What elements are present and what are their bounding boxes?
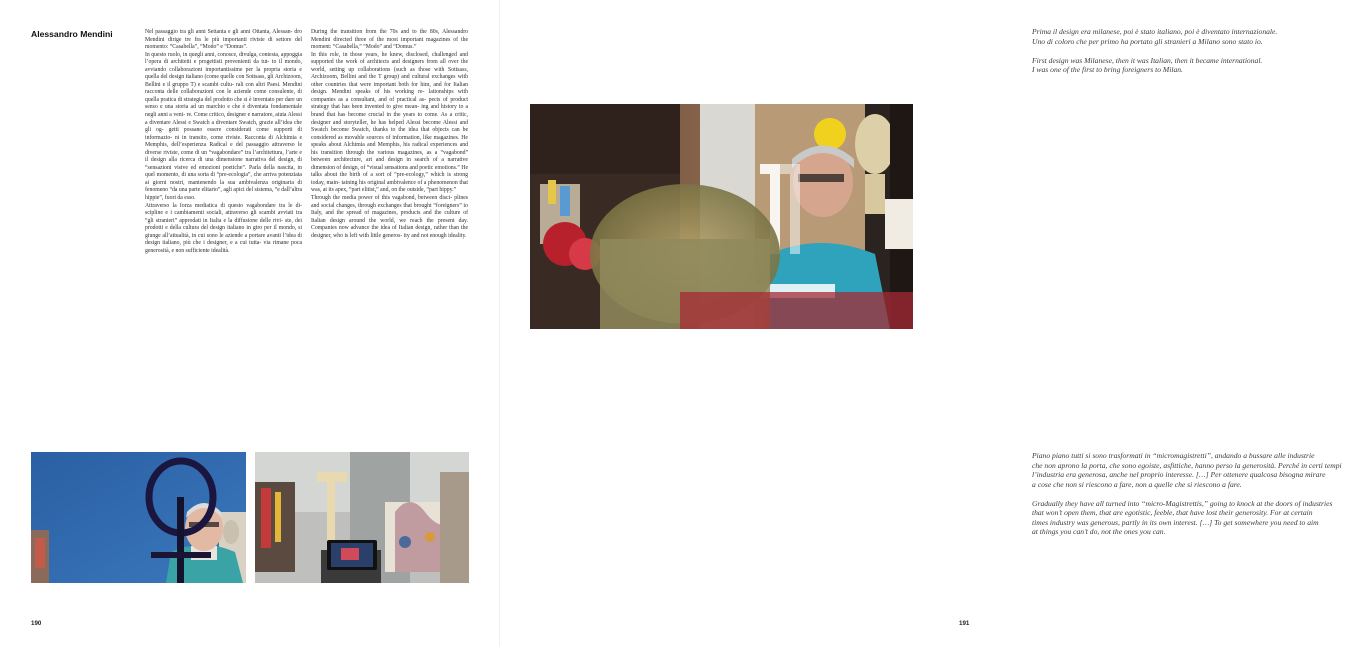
right-page [500,0,1342,646]
pull-quote-bottom: Piano piano tutti si sono trasformati in “micromagistretti”, andando a bussare alle industrie che non aprono la porta, che sono egoiste, asfittiche, hanno perso la generosità. Perché in certi tempi l’industria era generosa, anche nel proprio interesse. […] Per ottenere qualcosa bisogna mirare a cose che non si riescono a fare, non a quelle che si riescono a fare. Gradually they have all turned into “micro-Magistrettis,” going to knock at the doors of industries that won’t open them, that are egotistic, feeble, that have lost their generosity. For at certain times industry was generous, partly in its own interest. […] To get somewhere you need to aim at things you can’t do, not the ones you can. [1032,451,1342,537]
left-page [0,0,500,646]
english-body-text: During the transition from the 70s and to the 80s, Alessandro Mendini directed three of the most important magazines of the moment: “Casabella,” “Modo” and “Domus.” In this role, in those years, he knew, disclosed, challenged and supported the work of architects and designers from all over the world, setting up collaborations (such as those with Sottsass, Archizoom, Bellini and the T group) and cultural exchanges with other countries that were important both for him, and for Italian design. Mendini speaks of his working re- lationships with companies as a consultant, and of practical as- pects of product strategy that has been invented to give mean- ing and history to a brand that has become crucial in the years to come. As a critic, designer and storyteller, he has helped Alessi become Alessi and Swatch become Swatch, thanks to the idea that objects can be considered as movable sources of information, like magazines. He speaks about Alchimia and Memphis, his radical experiences and his transition through the various magazines, as a “vagabond” between architecture, art and design in search of a narrative dimension of design, of “visual sensations and poetic emotions.” He talks about the birth of a sort of “pre-ecology,” which is strong today, main- taining his original ambivalence of a phenomenon that was, at its apex, “part elitist,” and, on the outside, “part hippy.” Through the media power of this vagabond, between disci- plines and social changes, through exchanges that brought “foreigners” to Italy, and the spread of magazines, products and the culture of Italian design around the world, we reach the present day. Companies now advance the idea of Italian design, rather than the designer, who is left with little generos- ity and not enough ideality. [311,29,468,239]
main-photo [530,104,913,329]
portrait-photo [31,452,246,583]
author-name: Alessandro Mendini [31,29,113,39]
page-number-right: 191 [959,620,970,627]
studio-photo [255,452,469,583]
italian-body-text: Nel passaggio tra gli anni Settanta e gli anni Ottanta, Alessan- dro Mendini dirige tre fra le più importanti riviste di settore del momento: “Casabella”, “Modo” e “Domus”. In questo ruolo, in quegli anni, conosce, divulga, contesta, appoggia l’opera di architetti e progettisti provenienti da tut- to il mondo, avviando collaborazioni importantissime per la propria storia e quella del design italiano (come quelle con Sottsass, gli Archizoom, Bellini e il gruppo T) e scambi cultu- rali con altri Paesi. Mendini racconta delle collaborazioni con le aziende come consulente, di quella pratica di strategia del prodotto che si è inventato per dare un senso e una storia ad un marchio e che è diventata fondamentale negli anni a veni- re. Come critico, designer e narratore, aiuta Alessi a diventare Alessi e Swatch a diventare Swatch, grazie all’idea che gli og- getti possano essere considerati come supporti di informazio- ni in transito, come riviste. Racconta di Alchimia e Memphis, dell’esperienza Radical e del passaggio attraverso le diverse riviste, come di un “vagabondare” tra l’architettura, l’arte e il design alla ricerca di una dimensione narrativa del design, di “sensazioni visive ed emozioni poetiche”. Parla della nascita, in quel momento, di una sorta di “pre-ecologia”, che arriva potenziata ai giorni nostri, mantenendo la sua ambivalenza originaria di fenomeno “da una parte elitario”, agli apici del sistema, “e dall’altra hippie”, fuori da esso. Attraverso la forza mediatica di questo vagabondare tra le di- scipline e i cambiamenti sociali, attraverso gli scambi avviati tra “gli stranieri” approdati in Italia e la diffusione delle rivi- ste, dei prodotti e della cultura del design italiano in giro per il mondo, si giunge all’attualità, in cui sono le aziende a portare avanti l’idea di design italiano, più che i designer, e a cui tutta- via rimane poca generosità, e non sufficiente idealità. [145,29,302,254]
page-number-left: 190 [31,620,42,627]
pull-quote-top: Prima il design era milanese, poi è stato italiano, poi è diventato internazionale. Uno di coloro che per primo ha portato gli stranieri a Milano sono stato io. First design was Milanese, then it was Italian, then it became international. I was one of the first to bring foreigners to Milan. [1032,27,1278,75]
